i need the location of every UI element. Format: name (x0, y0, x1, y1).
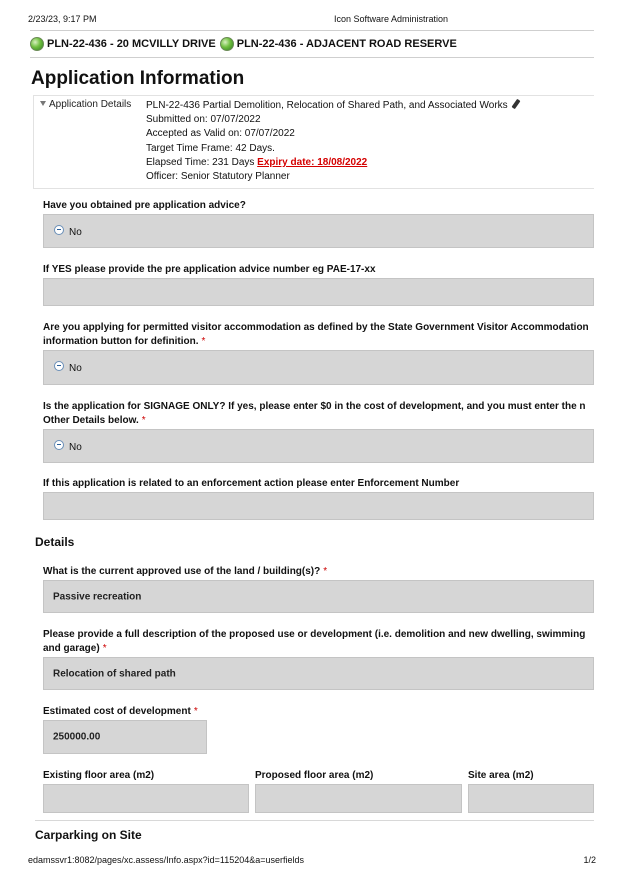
pre-advice-number-input[interactable] (43, 278, 594, 306)
question-line: Other Details below. (43, 415, 139, 426)
site-area-input[interactable] (468, 784, 594, 813)
required-marker: * (201, 336, 206, 347)
signage-only-question (43, 400, 594, 428)
enforcement-question: If this application is related to an enforcement action please enter Enforcement Number (43, 478, 460, 489)
application-details-panel (33, 95, 594, 189)
elapsed-time: Elapsed Time: 231 Days (146, 156, 255, 168)
globe-icon (30, 37, 44, 51)
question-line: Are you applying for permitted visitor accommodation as defined by the State Government Visitor Accommodation (43, 322, 589, 333)
existing-floor-input[interactable] (43, 784, 249, 813)
current-use-input[interactable] (43, 580, 594, 613)
question-line: Is the application for SIGNAGE ONLY? If yes, please enter $0 in the cost of development, and you must enter the n (43, 401, 586, 412)
section-divider (35, 820, 594, 821)
proposed-use-question (43, 628, 594, 656)
radio-selected-icon (54, 225, 64, 235)
pre-advice-radio[interactable] (54, 224, 82, 238)
globe-icon (220, 37, 234, 51)
edit-pencil-icon[interactable] (511, 99, 520, 109)
signage-only-field[interactable] (43, 429, 594, 463)
question-line: information button for definition. (43, 336, 199, 347)
radio-selected-icon (54, 440, 64, 450)
page-title: Application Information (31, 68, 245, 89)
site-area-label: Site area (m2) (468, 770, 534, 781)
application-description: PLN-22-436 Partial Demolition, Relocation of Shared Path, and Associated Works (146, 100, 508, 111)
existing-floor-label: Existing floor area (m2) (43, 770, 155, 781)
target-time-frame: Target Time Frame: 42 Days. (146, 142, 275, 154)
print-footer (28, 855, 596, 867)
question-line: and garage) (43, 643, 100, 654)
current-use-value: Passive recreation (53, 591, 142, 602)
signage-only-value: No (69, 442, 82, 453)
carparking-heading: Carparking on Site (35, 828, 142, 842)
question-line: What is the current approved use of the land / building(s)? (43, 566, 321, 577)
enforcement-number-input[interactable] (43, 492, 594, 520)
submitted-on: Submitted on: 07/07/2022 (146, 114, 261, 126)
radio-selected-icon (54, 361, 64, 371)
visitor-accommodation-field[interactable] (43, 350, 594, 385)
visitor-accommodation-radio[interactable] (54, 360, 82, 374)
cost-question (43, 705, 594, 719)
officer: Officer: Senior Statutory Planner (146, 171, 290, 183)
required-marker: * (323, 566, 328, 577)
proposed-floor-label: Proposed floor area (m2) (255, 770, 374, 781)
caret-down-icon (40, 101, 46, 106)
visitor-accommodation-value: No (69, 363, 82, 374)
application-details-toggle[interactable] (40, 99, 131, 110)
print-datetime: 2/23/23, 9:17 PM (28, 14, 97, 24)
breadcrumb-label: PLN-22-436 - 20 MCVILLY DRIVE (47, 38, 216, 50)
print-header (28, 14, 596, 26)
proposed-use-value: Relocation of shared path (53, 668, 176, 679)
expiry-date: Expiry date: 18/08/2022 (257, 156, 368, 168)
breadcrumb-item-property[interactable] (30, 37, 216, 51)
signage-only-radio[interactable] (54, 439, 82, 453)
page-url: edamssvr1:8082/pages/xc.assess/Info.aspx?id=115204&a=userfields (28, 855, 305, 865)
application-details-label: Application Details (49, 99, 132, 110)
pre-advice-question: Have you obtained pre application advice? (43, 200, 246, 211)
breadcrumb-item-road-reserve[interactable] (220, 37, 457, 51)
question-line: Estimated cost of development (43, 706, 191, 717)
cost-input[interactable] (43, 720, 207, 754)
accepted-on: Accepted as Valid on: 07/07/2022 (146, 128, 295, 140)
details-heading: Details (35, 535, 75, 549)
required-marker: * (102, 643, 107, 654)
print-title: Icon Software Administration (334, 14, 449, 24)
proposed-use-input[interactable] (43, 657, 594, 690)
required-marker: * (193, 706, 198, 717)
required-marker: * (141, 415, 146, 426)
pre-advice-number-question: If YES please provide the pre application advice number eg PAE-17-xx (43, 264, 376, 275)
page-number: 1/2 (583, 855, 596, 865)
breadcrumb-label: PLN-22-436 - ADJACENT ROAD RESERVE (236, 38, 457, 50)
visitor-accommodation-question (43, 321, 594, 349)
proposed-floor-input[interactable] (255, 784, 462, 813)
breadcrumb (30, 30, 594, 58)
cost-value: 250000.00 (53, 731, 101, 743)
current-use-question (43, 565, 594, 579)
pre-advice-field[interactable] (43, 214, 594, 248)
question-line: Please provide a full description of the proposed use or development (i.e. demolition and new dwelling, swimming (43, 629, 586, 640)
pre-advice-value: No (69, 227, 82, 238)
